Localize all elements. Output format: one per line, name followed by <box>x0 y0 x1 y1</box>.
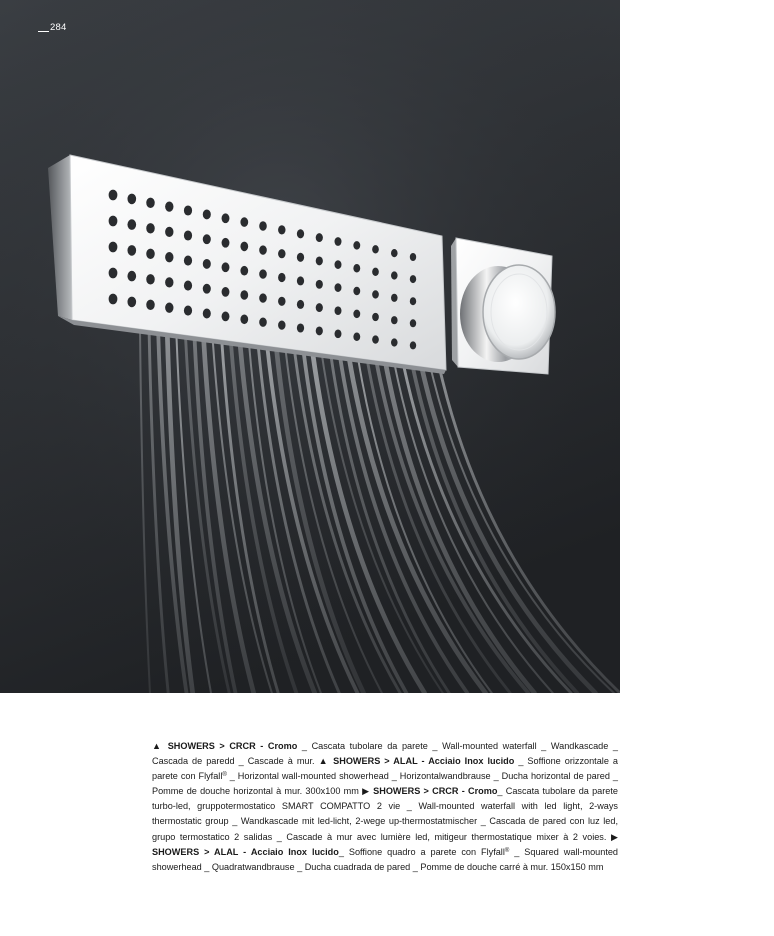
shower-hole <box>391 271 398 279</box>
shower-hole <box>316 326 323 335</box>
registered-mark-2: ® <box>222 772 227 779</box>
shower-hole <box>335 306 342 315</box>
shower-hole <box>259 293 267 302</box>
shower-hole <box>109 242 118 253</box>
shower-hole <box>278 225 285 234</box>
product-code-3: SHOWERS > CRCR - Cromo <box>373 786 498 797</box>
shower-hole <box>259 269 267 278</box>
shower-hole <box>203 234 211 244</box>
shower-hole <box>127 245 136 256</box>
shower-hole <box>278 320 285 329</box>
shower-hole <box>127 194 136 205</box>
product-code-4: SHOWERS > ALAL - Acciaio Inox lucido <box>152 846 339 857</box>
description-2a: _ Soffione orizzontale a parete con Flyfall <box>152 756 618 782</box>
shower-hole <box>259 221 267 230</box>
shower-hole <box>240 242 248 252</box>
shower-hole <box>203 259 211 269</box>
shower-hole <box>240 266 248 276</box>
shower-hole <box>240 290 248 300</box>
shower-hole <box>222 312 230 322</box>
shower-hole <box>165 277 173 287</box>
shower-hole <box>259 318 267 327</box>
shower-hole <box>316 233 323 242</box>
shower-hole <box>410 319 416 327</box>
shower-hole <box>316 280 323 289</box>
caption <box>152 739 618 875</box>
shower-hole <box>372 245 379 253</box>
shower-hole <box>184 205 192 215</box>
shower-hole <box>353 264 360 273</box>
shower-hole <box>259 245 267 254</box>
shower-hole <box>335 329 342 338</box>
page-number-dash <box>38 31 49 32</box>
shower-hole <box>410 275 416 283</box>
shower-hole <box>127 219 136 230</box>
description-3: _ Cascata tubolare da parete turbo-led, gruppotermostatico SMART COMPATTO 2 vie _ Wall-mounted waterfall with led light, 2-ways thermostatic group _ Wandkascade mit led-licht, 2-wege up-thermostatmischer _ Cascada de pared con luz led, grupo termostatico 2 salidas _ Cascade à mur avec lumière led, mitigeur thermostatique mixer à 2 voies. <box>152 786 618 842</box>
page-number-text: 284 <box>50 22 67 33</box>
shower-hole <box>222 287 230 297</box>
shower-hole <box>278 249 285 258</box>
shower-hole <box>410 341 416 349</box>
shower-hole <box>391 338 398 346</box>
description-2b: _ Horizontal wall-mounted showerhead _ Horizontalwandbrause _ Ducha horizontal de pared _ Pomme de douche horizontal à mur. 300x100 mm <box>152 771 618 797</box>
shower-hole <box>297 229 304 238</box>
shower-hole <box>146 198 155 208</box>
shower-hole <box>109 268 118 279</box>
shower-hole <box>165 252 173 262</box>
marker-3: ▶ <box>362 786 370 797</box>
shower-hole <box>353 332 360 341</box>
marker-2: ▲ <box>318 756 330 767</box>
shower-hole <box>391 249 398 257</box>
shower-hole <box>203 284 211 294</box>
shower-hole <box>146 274 155 284</box>
shower-hole <box>297 276 304 285</box>
shower-hole <box>109 190 118 201</box>
shower-hole <box>335 237 342 246</box>
shower-hole <box>353 287 360 296</box>
shower-hole <box>165 303 173 313</box>
shower-hole <box>391 316 398 324</box>
shower-hole <box>146 223 155 233</box>
shower-hole <box>184 230 192 240</box>
shower-hole <box>372 268 379 276</box>
shower-hole <box>391 294 398 302</box>
shower-hole <box>222 213 230 223</box>
description-1: _ Cascata tubolare da parete _ Wall-mounted waterfall _ Wandkascade _ Cascada de paredd _ Cascade à mur. <box>152 741 618 767</box>
square-showerhead <box>451 238 555 374</box>
shower-hole <box>165 227 173 237</box>
shower-hole <box>410 253 416 261</box>
shower-hole <box>353 241 360 250</box>
shower-hole <box>335 283 342 292</box>
shower-hole <box>240 315 248 325</box>
shower-hole <box>184 281 192 291</box>
shower-hole <box>353 310 360 319</box>
marker-4: ▶ <box>610 831 618 842</box>
shower-hole <box>335 260 342 269</box>
shower-hole <box>372 335 379 343</box>
shower-hole <box>203 309 211 319</box>
page-number <box>38 22 66 33</box>
shower-hole <box>297 323 304 332</box>
product-code-2: SHOWERS > ALAL - Acciaio Inox lucido <box>333 756 515 767</box>
description-4a: _ Soffione quadro a parete con Flyfall <box>338 846 505 857</box>
shower-hole <box>165 201 173 211</box>
shower-hole <box>222 238 230 248</box>
shower-hole <box>410 297 416 305</box>
shower-hole <box>109 294 118 305</box>
shower-hole <box>278 273 285 282</box>
product-code-1: SHOWERS > CRCR - Cromo <box>167 741 298 751</box>
shower-hole <box>240 217 248 227</box>
shower-hole <box>297 300 304 309</box>
shower-hole <box>316 303 323 312</box>
shower-hole <box>278 297 285 306</box>
shower-hole <box>372 313 379 321</box>
description-4b: _ Squared wall-mounted showerhead _ Quadratwandbrause _ Ducha cuadrada de pared _ Pomme de douche carré à mur. 150x150 mm <box>152 846 619 872</box>
shower-hole <box>127 297 136 308</box>
shower-hole <box>184 306 192 316</box>
shower-hole <box>316 256 323 265</box>
shower-hole <box>203 209 211 219</box>
registered-mark-4: ® <box>504 847 510 854</box>
shower-hole <box>184 256 192 266</box>
marker-1: ▲ <box>152 741 164 751</box>
shower-hole <box>372 290 379 298</box>
shower-hole <box>109 216 118 227</box>
shower-hole <box>146 249 155 259</box>
shower-hole <box>297 253 304 262</box>
shower-hole <box>146 300 155 310</box>
shower-hole <box>222 262 230 272</box>
shower-hole <box>127 271 136 282</box>
